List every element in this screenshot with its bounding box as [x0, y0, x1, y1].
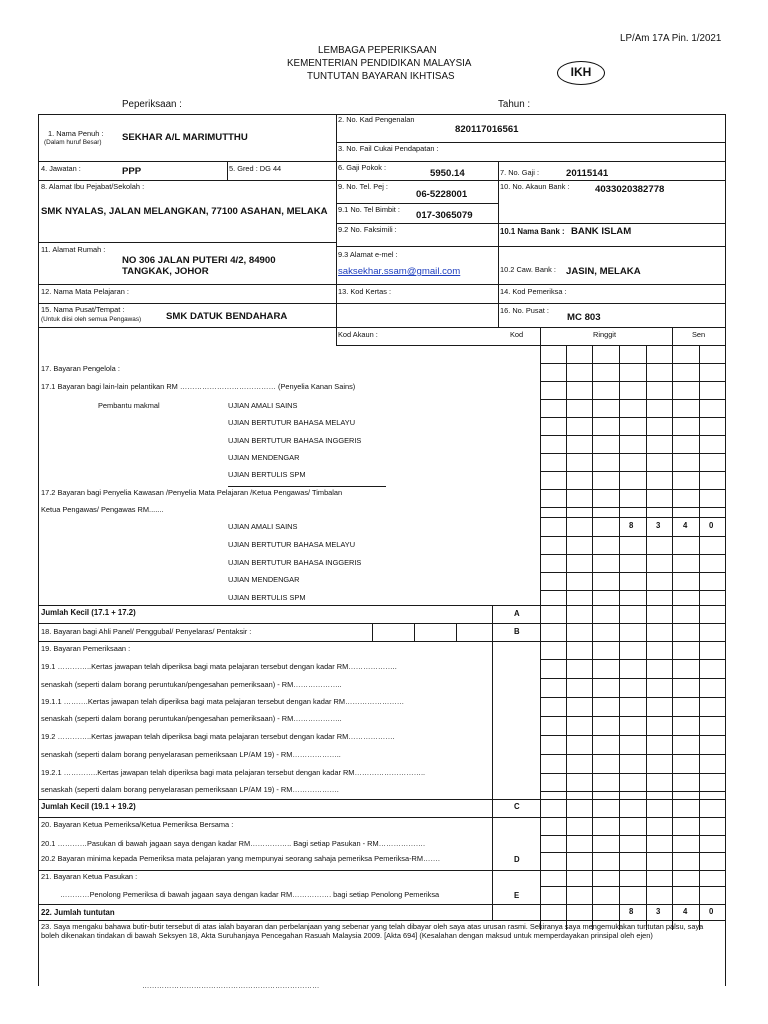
subtotal-c-label: Jumlah Kecil (19.1 + 19.2): [41, 802, 136, 811]
email-value[interactable]: saksekhar.ssam@gmail.com: [338, 266, 461, 277]
line-17-2a: 17.2 Bayaran bagi Penyelia Kawasan /Penyelia Mata Pelajaran /Ketua Pengawas/ Timbalan: [41, 488, 343, 497]
signature-line[interactable]: ………………………………………………………………: [142, 981, 320, 990]
section-17-title: 17. Bayaran Pengelola :: [41, 364, 120, 373]
branch-label: 10.2 Caw. Bank :: [500, 265, 556, 274]
list-item: UJIAN BERTUTUR BAHASA INGGERIS: [228, 558, 362, 567]
total-label: 22. Jumlah tuntutan: [41, 908, 115, 917]
declaration: 23. Saya mengaku bahawa butir-butir tersebut di atas ialah bayaran dan perbelanjaan yang sebenar yang telah dibayar oleh saya atas urusan rasmi. Sekiranya saya mengemukakan tuntutan palsu, saya boleh dikenakan tindakan di bawah Seksyen 18, Akta Suruhanjaya Pencegahan Rasuah Malaysia 2009. [Akta 694] (Kesalahan dengan maksud untuk memperdayakan prinsipal oleh ejen): [41, 922, 704, 940]
line-20-1: 20.1 …………Pasukan di bawah jagaan saya dengan kadar RM…………….. Bagi setiap Pasukan - RM……………….: [41, 839, 426, 848]
form-code: LP/Am 17A Pin. 1/2021: [620, 33, 722, 44]
name-value[interactable]: SEKHAR A/L MARIMUTTHU: [122, 132, 248, 143]
grade-label: 5. Gred : DG 44: [229, 164, 282, 173]
amount-digit: 0: [709, 521, 714, 530]
ic-value[interactable]: 820117016561: [455, 124, 519, 135]
line-21-1: …………Penolong Pemeriksa di bawah jagaan saya dengan kadar RM……………. bagi setiap Penolong Pemeriksa: [60, 890, 440, 899]
acct-label: 10. No. Akaun Bank :: [500, 182, 570, 191]
home-label: 11. Alamat Rumah :: [41, 245, 106, 254]
examiner-label: 14. Kod Pemeriksa :: [500, 287, 567, 296]
year-label: Tahun :: [498, 99, 531, 110]
email-label: 9.3 Alamat e-mel :: [338, 250, 398, 259]
branch-value[interactable]: JASIN, MELAKA: [566, 266, 641, 277]
list-item: UJIAN MENDENGAR: [228, 453, 300, 462]
post-value[interactable]: PPP: [122, 166, 142, 177]
post-label: 4. Jawatan :: [41, 164, 81, 173]
header-line-3: TUNTUTAN BAYARAN IKHTISAS: [307, 71, 455, 82]
home-line-2[interactable]: TANGKAK, JOHOR: [122, 266, 209, 277]
line-19: 19.2.1 …………..Kertas jawapan telah diperiksa bagi mata pelajaran tersebut dengan kadar RM………………………..: [41, 768, 426, 777]
payno-label: 7. No. Gaji :: [500, 168, 540, 177]
list-item: UJIAN MENDENGAR: [228, 575, 300, 584]
section-20-title: 20. Bayaran Ketua Pemeriksa/Ketua Pemeriksa Bersama :: [41, 820, 234, 829]
account-header: Kod Akaun :: [338, 330, 378, 339]
mobile-value[interactable]: 017-3065079: [416, 210, 473, 221]
bank-value[interactable]: BANK ISLAM: [571, 226, 632, 237]
subtotal-a-label: Jumlah Kecil (17.1 + 17.2): [41, 608, 136, 617]
helper-label: Pembantu makmal: [98, 401, 160, 410]
list-item: UJIAN BERTULIS SPM: [228, 470, 306, 479]
line-19: 19.1 …………..Kertas jawapan telah diperiksa bagi mata pelajaran tersebut dengan kadar RM………………..: [41, 662, 397, 671]
total-digit: 4: [683, 907, 688, 916]
list-item: UJIAN AMALI SAINS: [228, 522, 298, 531]
code-header: Kod: [510, 330, 524, 339]
salary-label: 6. Gaji Pokok :: [338, 163, 387, 172]
office-value[interactable]: SMK NYALAS, JALAN MELANGKAN, 77100 ASAHAN, MELAKA: [41, 206, 328, 217]
code-c: C: [514, 802, 520, 811]
header-line-2: KEMENTERIAN PENDIDIKAN MALAYSIA: [287, 58, 472, 69]
total-digit: 8: [629, 907, 634, 916]
office-label: 8. Alamat Ibu Pejabat/Sekolah :: [41, 182, 145, 191]
line-17-1: 17.1 Bayaran bagi lain-lain pelantikan RM ………………………………… (Penyelia Kanan Sains): [41, 382, 356, 391]
row-18-label: 18. Bayaran bagi Ahli Panel/ Penggubal/ Penyelaras/ Pentaksir :: [41, 627, 252, 636]
centre-note: (Untuk diisi oleh semua Pengawas): [41, 316, 142, 323]
list-item: UJIAN AMALI SAINS: [228, 401, 298, 410]
centre-label: 15. Nama Pusat/Tempat :: [41, 305, 125, 314]
centre-value[interactable]: SMK DATUK BENDAHARA: [166, 311, 288, 322]
list-item: UJIAN BERTUTUR BAHASA MELAYU: [228, 418, 356, 427]
line-19: senaskah (seperti dalam borang penyelarasan pemeriksaan LP/AM 19) - RM………………..: [41, 750, 341, 759]
ringgit-header: Ringgit: [593, 330, 617, 339]
amount-digit: 3: [656, 521, 661, 530]
ikh-badge: IKH: [557, 61, 605, 85]
mobile-label: 9.1 No. Tel Bimbit :: [338, 205, 400, 214]
list-item: UJIAN BERTUTUR BAHASA MELAYU: [228, 540, 356, 549]
amount-digit: 4: [683, 521, 688, 530]
line-19: senaskah (seperti dalam borang peruntukan/pengesahan pemeriksaan) - RM………………..: [41, 680, 342, 689]
line-19: 19.2 …………..Kertas jawapan telah diperiksa bagi mata pelajaran tersebut dengan kadar RM……………….: [41, 732, 395, 741]
salary-value[interactable]: 5950.14: [430, 168, 465, 179]
section-21-title: 21. Bayaran Ketua Pasukan :: [41, 872, 138, 881]
line-17-2b: Ketua Pengawas/ Pengawas RM.......: [41, 505, 164, 514]
code-e: E: [514, 891, 520, 900]
code-a: A: [514, 609, 520, 618]
exam-label: Peperiksaan :: [122, 99, 182, 110]
centre-no-value[interactable]: MC 803: [567, 312, 601, 323]
list-item: UJIAN BERTUTUR BAHASA INGGERIS: [228, 436, 362, 445]
amount-digit: 8: [629, 521, 634, 530]
total-digit: 0: [709, 907, 714, 916]
fax-label: 9.2 No. Faksimili :: [338, 225, 397, 234]
payno-value[interactable]: 20115141: [566, 168, 609, 179]
acct-value[interactable]: 4033020382778: [595, 184, 665, 195]
sen-header: Sen: [692, 330, 706, 339]
bank-label: 10.1 Nama Bank :: [500, 227, 565, 236]
line-19: senaskah (seperti dalam borang peruntukan/pengesahan pemeriksaan) - RM………………..: [41, 714, 342, 723]
centre-no-label: 16. No. Pusat :: [500, 306, 549, 315]
code-d: D: [514, 855, 520, 864]
section-19-title: 19. Bayaran Pemeriksaan :: [41, 644, 131, 653]
header-line-1: LEMBAGA PEPERIKSAAN: [318, 45, 437, 56]
name-label: 1. Nama Penuh :: [48, 129, 104, 138]
line-20-2: 20.2 Bayaran minima kepada Pemeriksa mata pelajaran yang mempunyai seorang sahaja pemeriksa Pemeriksa-RM…….: [41, 854, 440, 863]
list-item: UJIAN BERTULIS SPM: [228, 593, 306, 602]
line-19: 19.1.1 ……….Kertas jawapan telah diperiksa bagi mata pelajaran tersebut dengan kadar RM……………………: [41, 697, 405, 706]
home-line-1[interactable]: NO 306 JALAN PUTERI 4/2, 84900: [122, 255, 276, 266]
subject-label: 12. Nama Mata Pelajaran :: [41, 287, 129, 296]
tel-label: 9. No. Tel. Pej :: [338, 182, 388, 191]
code-b: B: [514, 627, 520, 636]
tax-label: 3. No. Fail Cukai Pendapatan :: [338, 144, 439, 153]
name-note: (Dalam huruf Besar): [44, 139, 102, 146]
tel-value[interactable]: 06-5228001: [416, 189, 468, 200]
line-19: senaskah (seperti dalam borang penyelarasan pemeriksaan LP/AM 19) - RM……………….: [41, 785, 339, 794]
paper-label: 13. Kod Kertas :: [338, 287, 391, 296]
total-digit: 3: [656, 907, 661, 916]
ic-label: 2. No. Kad Pengenalan: [338, 115, 415, 124]
